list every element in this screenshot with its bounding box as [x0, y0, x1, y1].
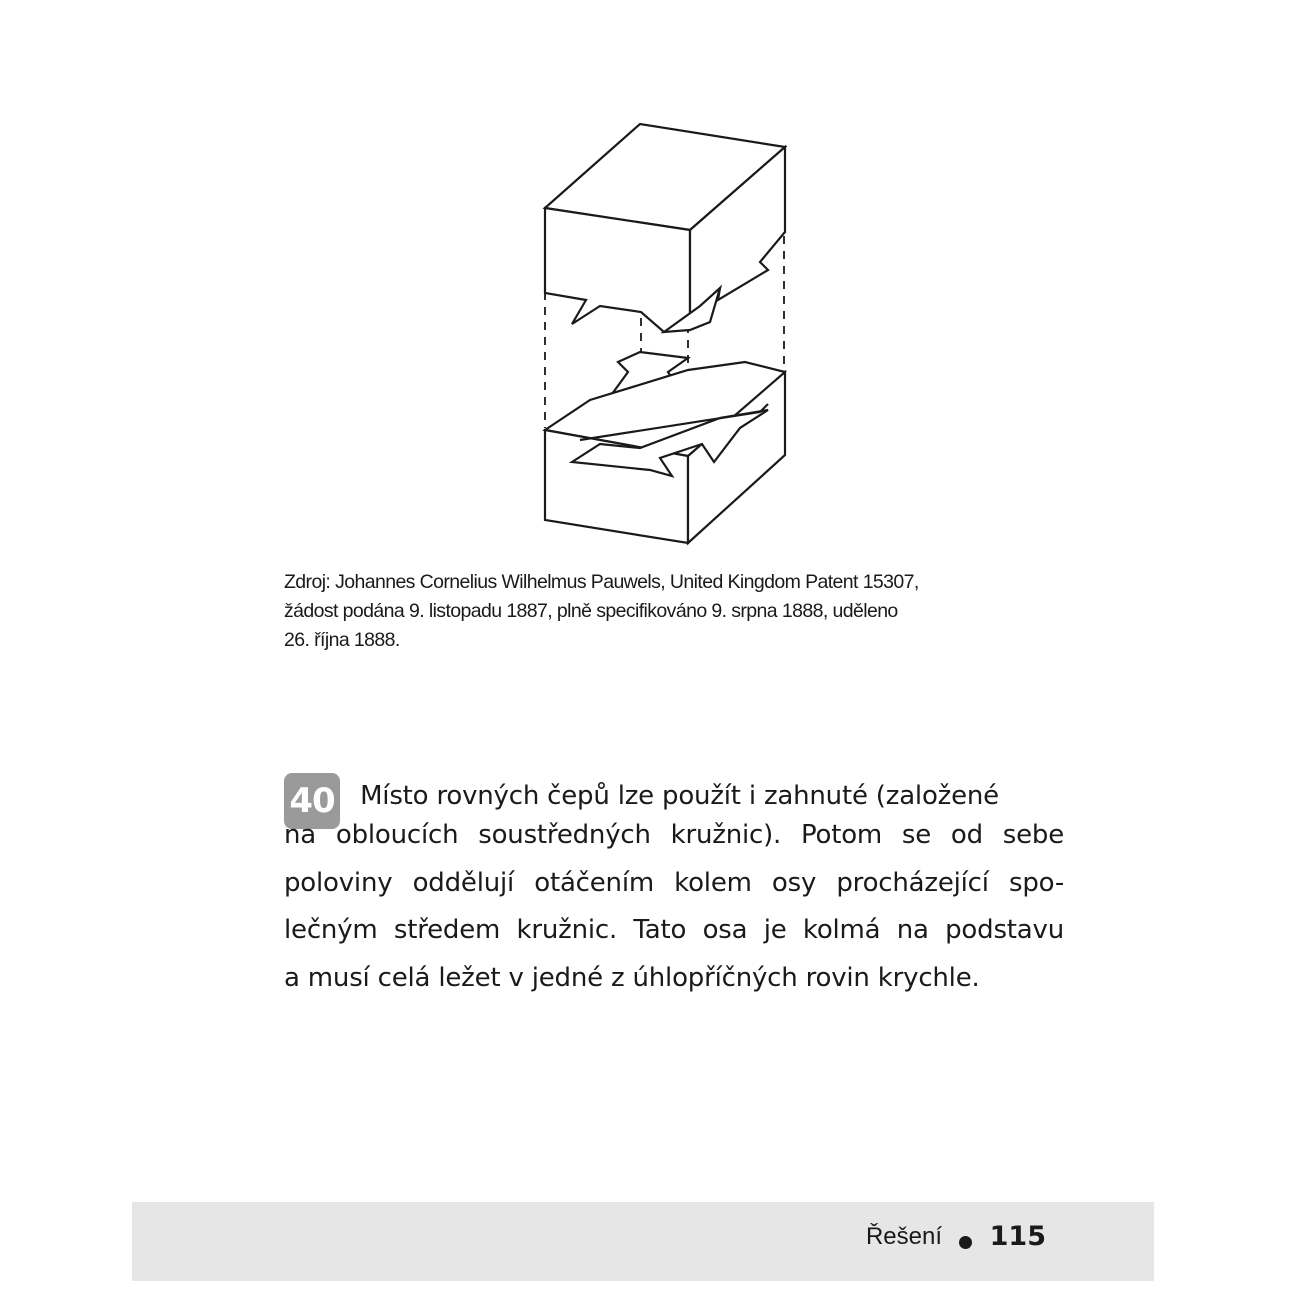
solution-line: a musí celá ležet v jedné z úhlopříčných rovin krychle. [284, 962, 980, 993]
solution-line: poloviny oddělují otáčením kolem osy procházející spo- [284, 867, 1064, 898]
page-number: 115 [989, 1221, 1046, 1252]
upper-block-front-face [545, 208, 690, 332]
dovetail-joint-drawing [535, 115, 800, 555]
patent-figure [535, 115, 800, 555]
footer-section-title: Řešení [865, 1223, 942, 1250]
solution-line: lečným středem kružnic. Tato osa je kolmá na podstavu [284, 915, 1064, 945]
solution-line: na obloucích soustředných kružnic). Potom se od sebe [284, 820, 1064, 850]
caption-line: žádost podána 9. listopadu 1887, plně specifikováno 9. srpna 1888, uděleno [284, 600, 898, 622]
solution-line: Místo rovných čepů lze použít i zahnuté (založené [360, 781, 999, 811]
figure-caption [284, 568, 1044, 655]
solution-paragraph [284, 773, 1064, 1002]
caption-line: 26. října 1888. [284, 629, 400, 651]
page-footer [132, 1202, 1154, 1281]
caption-line: Zdroj: Johannes Cornelius Wilhelmus Pauwels, United Kingdom Patent 15307, [284, 571, 919, 593]
solution-number-badge: 40 [284, 773, 340, 829]
bullet-icon [959, 1236, 972, 1249]
